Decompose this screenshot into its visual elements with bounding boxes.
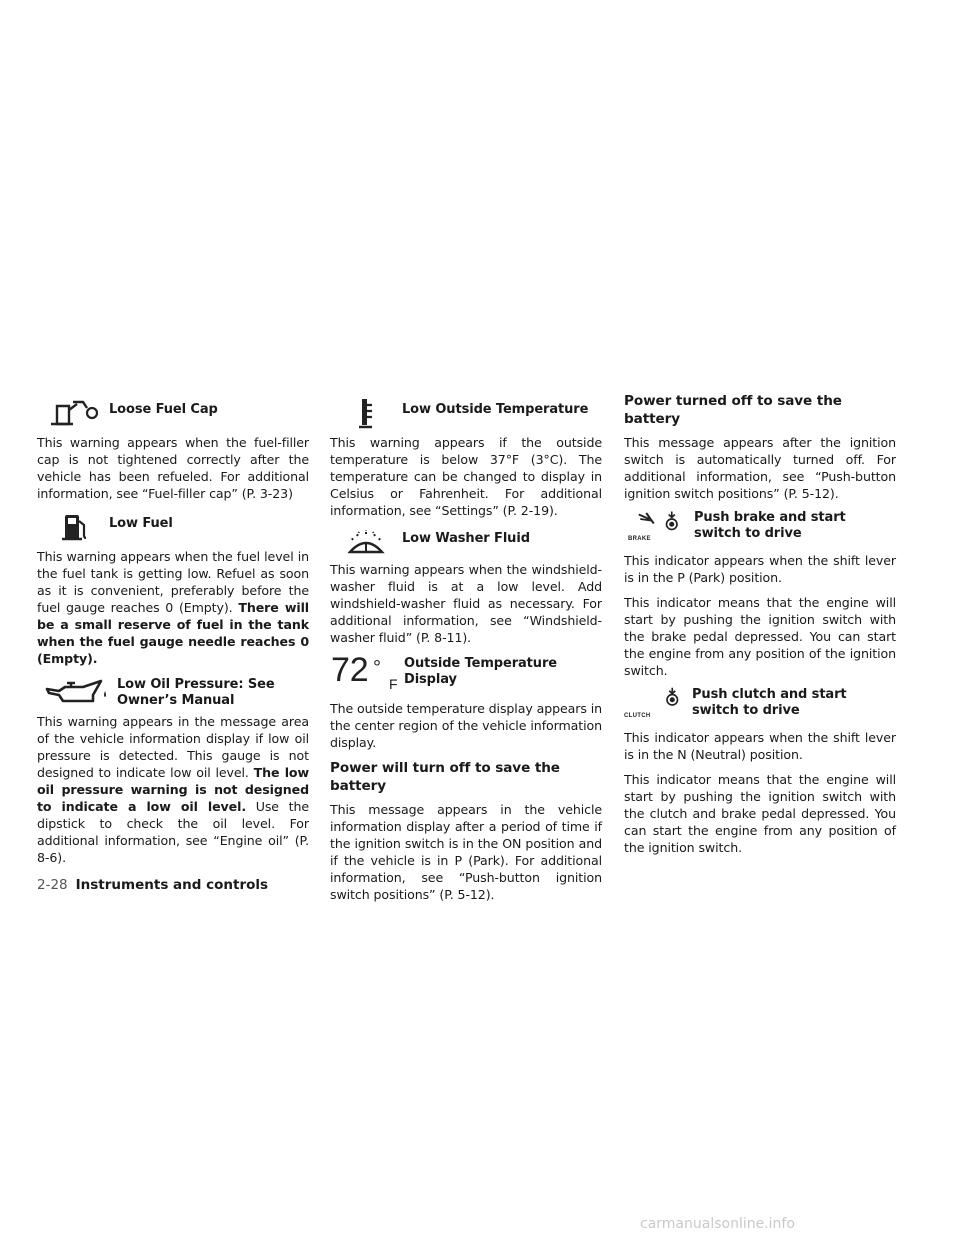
- push-clutch-text-2: This indicator means that the engine will start by pushing the ignition switch with the clutch and brake pedal depressed. You can start the engine from any position of the ignition switch.: [624, 772, 896, 855]
- push-brake-heading: [624, 510, 896, 548]
- low-oil-heading: [37, 675, 309, 709]
- push-clutch-text-1: This indicator appears when the shift lever is in the N (Neutral) position.: [624, 730, 896, 762]
- fuel-pump-icon: [37, 510, 109, 544]
- low-fuel-text-plain: This warning appears when the fuel level in the fuel tank is getting low. Refuel as soon as it is convenient, preferably before the fuel gauge reaches 0 (Empty).: [37, 549, 309, 615]
- low-oil-text: [37, 713, 309, 866]
- loose-fuel-cap-text: This warning appears when the fuel-filler cap is not tightened correctly after the vehicle has been refueled. For additional information, see “Fuel-filler cap” (P. 3-23): [37, 435, 309, 501]
- power-turned-off-heading: Power turned off to save the battery: [624, 393, 842, 427]
- degree-symbol-icon: °: [373, 657, 381, 679]
- low-washer-text: This warning appears when the windshield-washer fluid is at a low level. Add windshield-washer fluid as necessary. For additional information, see “Windshield-washer fluid” (P. 8-11).: [330, 562, 602, 645]
- push-brake-title: Push brake and start switch to drive: [694, 510, 846, 541]
- low-oil-text-1: This warning appears in the message area of the vehicle information display if low oil pressure is detected. This gauge is not designed to indicate low oil level.: [37, 714, 309, 780]
- fuel-cap-icon: [37, 396, 109, 430]
- low-oil-text-2: Use the dipstick to check the oil level. For additional information, see “Engine oil” (P. 8-6).: [37, 799, 310, 865]
- temperature-display-unit: F: [389, 676, 398, 692]
- column-2: [330, 396, 602, 911]
- loose-fuel-cap-heading: [37, 396, 309, 430]
- loose-fuel-cap-title: Loose Fuel Cap: [109, 402, 218, 417]
- low-outside-temp-text: This warning appears if the outside temperature is below 37°F (3°C). The temperature can be changed to display in Celsius or Fahrenheit. For additional information, see “Settings” (P. 2-19).: [330, 435, 602, 518]
- push-brake-start-icon: [624, 510, 694, 548]
- power-off-heading: Power will turn off to save the battery: [330, 760, 560, 794]
- low-fuel-text-bold: There will be a small reserve of fuel in the tank when the fuel gauge needle reaches 0 (Empty).: [37, 600, 309, 666]
- washer-fluid-icon: [330, 527, 402, 557]
- push-brake-text-2: This indicator means that the engine will start by pushing the ignition switch with the brake pedal depressed. You can start the engine from any position of the ignition switch.: [624, 595, 896, 678]
- low-washer-title: Low Washer Fluid: [402, 531, 530, 546]
- push-clutch-title: Push clutch and start switch to drive: [692, 687, 847, 718]
- oil-can-icon: [37, 675, 117, 709]
- push-brake-text-1: This indicator appears when the shift lever is in the P (Park) position.: [624, 553, 896, 585]
- low-washer-heading: [330, 527, 602, 557]
- outside-temp-display-title: Outside Temperature Display: [404, 656, 557, 687]
- power-off-text: This message appears in the vehicle information display after a period of time if the ignition switch is in the ON position and if the vehicle is in P (Park). For additional information, see “Push-button ignition switch positions” (P. 5-12).: [330, 802, 602, 902]
- temperature-display-icon: [330, 651, 404, 696]
- section-title: Instruments and controls: [75, 877, 269, 893]
- page-number: 2-28: [37, 877, 68, 893]
- low-outside-temp-heading: [330, 396, 602, 430]
- brake-label: BRAKE: [628, 536, 651, 542]
- low-fuel-text: [37, 548, 309, 667]
- low-outside-temp-title: Low Outside Temperature: [402, 402, 589, 417]
- clutch-label: CLUTCH: [624, 713, 651, 719]
- page-footer: [37, 877, 268, 893]
- push-clutch-heading: [624, 687, 896, 725]
- outside-temp-display-heading: [330, 651, 602, 696]
- low-oil-title: Low Oil Pressure: See Owner’s Manual: [117, 677, 275, 708]
- low-oil-text-bold: The low oil pressure warning is not designed to indicate a low oil level.: [37, 765, 309, 814]
- low-fuel-title: Low Fuel: [109, 516, 173, 531]
- temperature-display-value: 72: [331, 651, 369, 689]
- column-3: [624, 392, 896, 864]
- push-clutch-start-icon: [624, 687, 692, 725]
- thermometer-icon: [330, 396, 402, 430]
- watermark: carmanualsonline.info: [640, 1216, 795, 1232]
- low-fuel-heading: [37, 510, 309, 544]
- outside-temp-display-text: The outside temperature display appears in the center region of the vehicle information display.: [330, 701, 602, 750]
- power-turned-off-text: This message appears after the ignition switch is automatically turned off. For additional information, see “Push-button ignition switch positions” (P. 5-12).: [624, 435, 896, 501]
- column-1: [37, 396, 309, 874]
